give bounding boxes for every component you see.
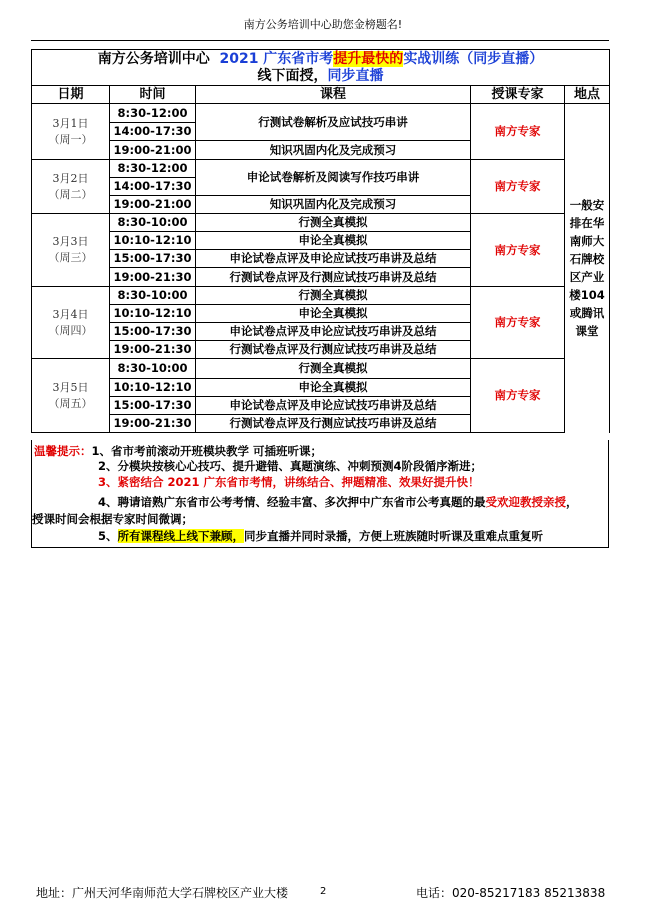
title-org: 南方公务培训中心 — [97, 51, 210, 67]
time-cell: 19:00-21:00 — [110, 196, 196, 214]
note-1: 1、省市考前滚动开班模块教学 可插班听课； — [91, 444, 323, 458]
location-cell: 一般安排在华南师大石牌校区产业楼104或腾讯课堂 — [565, 104, 610, 433]
course-cell: 申论试卷点评及申论应试技巧串讲及总结 — [196, 250, 471, 268]
teacher-cell: 南方专家 — [471, 287, 565, 359]
time-cell: 8:30-10:00 — [110, 359, 196, 379]
col-course: 课程 — [196, 86, 471, 104]
course-cell: 申论试卷解析及阅读写作技巧串讲 — [196, 160, 471, 196]
col-location: 地点 — [565, 86, 610, 104]
date-cell: 3月1日 （周一） — [32, 104, 110, 160]
time-cell: 8:30-12:00 — [110, 104, 196, 123]
course-cell: 申论试卷点评及申论应试技巧串讲及总结 — [196, 397, 471, 415]
date-cell: 3月3日 （周三） — [32, 214, 110, 287]
col-teacher: 授课专家 — [471, 86, 565, 104]
date-cell: 3月4日 （周四） — [32, 287, 110, 359]
note-4-cont: 授课时间会根据专家时间微调； — [32, 512, 193, 526]
note-4: 4、聘请谙熟广东省市公考考情、经验丰富、多次押中广东省市公考真题的最 — [98, 495, 486, 509]
course-cell: 行测试卷解析及应试技巧串讲 — [196, 104, 471, 141]
course-cell: 行测全真模拟 — [196, 214, 471, 232]
time-cell: 15:00-17:30 — [110, 397, 196, 415]
page-header: 南方公务培训中心助您金榜题名! — [243, 18, 403, 31]
time-cell: 8:30-12:00 — [110, 160, 196, 178]
note-4-emphasis: 受欢迎教授亲授 — [485, 495, 566, 509]
title-course: 实战训练（同步直播） — [403, 51, 544, 67]
course-cell: 知识巩固内化及完成预习 — [196, 141, 471, 160]
col-date: 日期 — [32, 86, 110, 104]
table-row — [32, 287, 610, 305]
course-cell: 行测试卷点评及行测应试技巧串讲及总结 — [196, 415, 471, 433]
time-cell: 15:00-17:30 — [110, 323, 196, 341]
column-header-row — [32, 86, 610, 104]
course-cell: 行测全真模拟 — [196, 359, 471, 379]
title-line2-prefix: 线下面授， — [257, 68, 328, 84]
time-cell: 15:00-17:30 — [110, 250, 196, 268]
title-highlight: 提升最快的 — [333, 51, 404, 67]
time-cell: 10:10-12:10 — [110, 232, 196, 250]
note-5: 同步直播并同时录播，方便上班族随时听课及重难点重复听 — [244, 529, 544, 543]
time-cell: 14:00-17:30 — [110, 178, 196, 196]
table-row — [32, 359, 610, 379]
time-cell: 8:30-10:00 — [110, 287, 196, 305]
teacher-cell: 南方专家 — [471, 214, 565, 287]
title-line2-live: 同步直播 — [327, 68, 384, 84]
course-cell: 行测试卷点评及行测应试技巧串讲及总结 — [196, 341, 471, 359]
course-cell: 申论试卷点评及申论应试技巧串讲及总结 — [196, 323, 471, 341]
date-cell: 3月2日 （周二） — [32, 160, 110, 214]
table-row — [32, 104, 610, 123]
page-number: 2 — [320, 886, 327, 897]
footer-phone: 电话：020-85217183 85213838 — [416, 886, 606, 900]
note-5-highlight: 所有课程线上线下兼顾， — [117, 529, 245, 543]
table-row — [32, 160, 610, 178]
notes-box — [31, 440, 609, 548]
course-cell: 申论全真模拟 — [196, 232, 471, 250]
course-cell: 行测全真模拟 — [196, 287, 471, 305]
note-4-comma: ， — [566, 495, 578, 509]
time-cell: 19:00-21:30 — [110, 415, 196, 433]
course-cell: 行测试卷点评及行测应试技巧串讲及总结 — [196, 268, 471, 287]
col-time: 时间 — [110, 86, 196, 104]
header-rule — [31, 40, 609, 41]
table-row — [32, 214, 610, 232]
time-cell: 10:10-12:10 — [110, 379, 196, 397]
time-cell: 10:10-12:10 — [110, 305, 196, 323]
time-cell: 19:00-21:00 — [110, 141, 196, 160]
time-cell: 19:00-21:30 — [110, 341, 196, 359]
course-cell: 知识巩固内化及完成预习 — [196, 196, 471, 214]
time-cell: 14:00-17:30 — [110, 123, 196, 141]
note-3: 3、紧密结合 2021 广东省市考情，讲练结合、押题精准、效果好提升快！ — [98, 475, 480, 489]
time-cell: 8:30-10:00 — [110, 214, 196, 232]
footer-address: 地址：广州天河华南师范大学石牌校区产业大楼 — [36, 886, 289, 900]
time-cell: 19:00-21:30 — [110, 268, 196, 287]
date-cell: 3月5日 （周五） — [32, 359, 110, 433]
teacher-cell: 南方专家 — [471, 160, 565, 214]
note-5-num: 5、 — [98, 529, 118, 543]
teacher-cell: 南方专家 — [471, 359, 565, 433]
course-cell: 申论全真模拟 — [196, 305, 471, 323]
teacher-cell: 南方专家 — [471, 104, 565, 160]
title-year-region: 2021 广东省市考 — [219, 51, 334, 67]
schedule-table — [31, 49, 610, 433]
course-cell: 申论全真模拟 — [196, 379, 471, 397]
note-2: 2、分模块按核心心技巧、提升避错、真题演练、冲刺预测4阶段循序渐进； — [98, 459, 482, 473]
notes-label: 温馨提示： — [34, 444, 92, 458]
schedule-title — [32, 50, 610, 86]
